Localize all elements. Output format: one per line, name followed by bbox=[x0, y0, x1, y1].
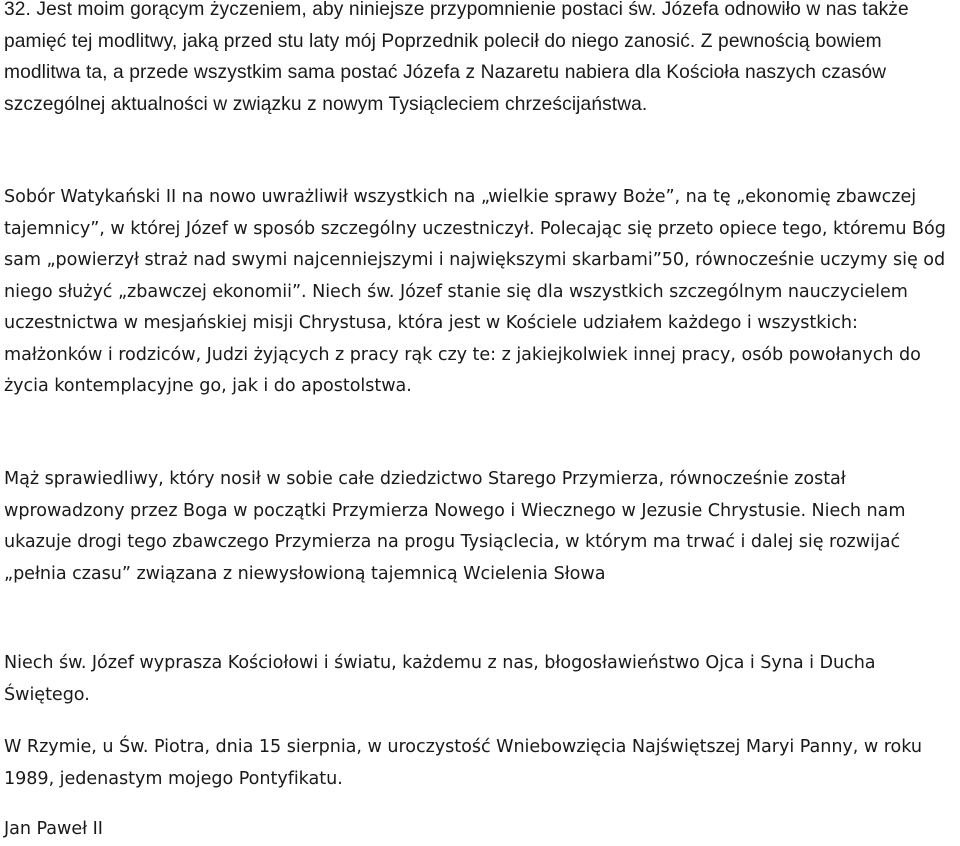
paragraph-blessing: Niech św. Józef wyprasza Kościołowi i światu, każdemu z nas, błogosławieństwo Ojca i Syna i Ducha Świętego. bbox=[4, 653, 876, 705]
paragraph-vatican-council: Sobór Watykański II na nowo uwrażliwił wszystkich na „wielkie sprawy Boże”, na tę „ekonomię zbawczej tajemnicy”, w której Józef w sposób szczególny uczestniczył. Polecając się przeto opiece tego, któremu Bóg sam „powierzył straż nad swymi najcenniejszymi i największymi skarbami”50, równocześnie uczymy się od niego służyć „zbawczej ekonomii”. Niech św. Józef stanie się dla wszystkich szczególnym nauczycielem uczestnictwa w mesjańskiej misji Chrystusa, która jest w Kościele udziałem każdego i wszystkich: małżonków i rodziców, Judzi żyjących z pracy rąk czy te: z jakiejkolwiek innej pracy, osób powołanych do życia kontemplacyjne go, jak i do apostolstwa. bbox=[4, 187, 946, 396]
paragraph-righteous-man: Mąż sprawiedliwy, który nosił w sobie całe dziedzictwo Starego Przymierza, równocześnie został wprowadzony przez Boga w początki Przymierza Nowego i Wiecznego w Jezusie Chrystusie. Niech nam ukazuje drogi tego zbawczego Przymierza na progu Tysiąclecia, w którym ma trwać i dalej się rozwijać „pełnia czasu” związana z niewysłowioną tajemnicą Wcielenia Słowa bbox=[4, 469, 906, 584]
signature: Jan Paweł II bbox=[4, 819, 103, 839]
paragraph-date-place: W Rzymie, u Św. Piotra, dnia 15 sierpnia, w uroczystość Wniebowzięcia Najświętszej Maryi Panny, w roku 1989, jedenastym mojego Pontyfikatu. bbox=[4, 737, 922, 789]
paragraph-32-intro: 32. Jest moim gorącym życzeniem, aby niniejsze przypomnienie postaci św. Józefa odnowiło w nas także pamięć tej modlitwy, jaką przed stu laty mój Poprzednik polecił do niego zanosić. Z pewnością bowiem modlitwa ta, a przede wszystkim sama postać Józefa z Nazaretu nabiera dla Kościoła naszych czasów szczególnej aktualności w związku z nowym Tysiącleciem chrześcijaństwa. bbox=[4, 0, 909, 115]
